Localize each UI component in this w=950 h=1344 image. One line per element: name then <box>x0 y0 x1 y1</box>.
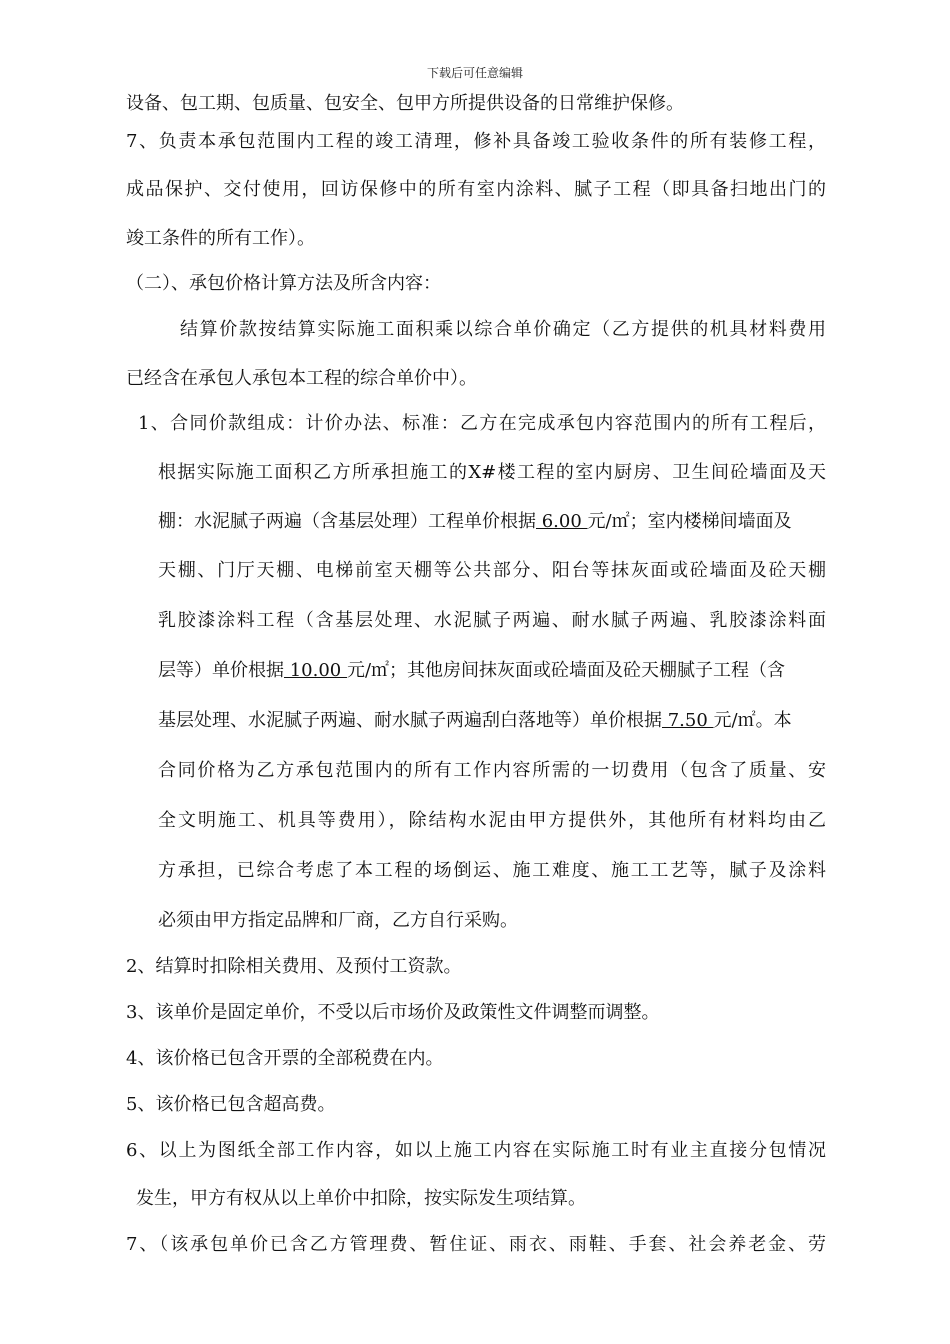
paragraph-line: 结算价款按结算实际施工面积乘以综合单价确定（乙方提供的机具材料费用 <box>180 319 826 340</box>
paragraph-line: 已经含在承包人承包本工程的综合单价中）。 <box>126 368 477 389</box>
paragraph-line: 发生，甲方有权从以上单价中扣除，按实际发生项结算。 <box>136 1188 586 1209</box>
paragraph-line: 7、负责本承包范围内工程的竣工清理，修补具备竣工验收条件的所有装修工程， <box>126 131 826 152</box>
paragraph-line: 天棚、门厅天棚、电梯前室天棚等公共部分、阳台等抹灰面或砼墙面及砼天棚 <box>158 560 826 581</box>
price-text: 层等）单价根据 <box>158 660 284 681</box>
list-item-7: 7、（该承包单价已含乙方管理费、暂住证、雨衣、雨鞋、手套、社会养老金、劳 <box>126 1234 826 1255</box>
paragraph-line: 方承担，已综合考虑了本工程的场倒运、施工难度、施工工艺等，腻子及涂料 <box>158 860 826 881</box>
price-text: 棚：水泥腻子两遍（含基层处理）工程单价根据 <box>158 511 536 532</box>
price-text: 元/㎡；其他房间抹灰面或砼墙面及砼天棚腻子工程（含 <box>346 660 786 681</box>
price-value-1: 6.00 <box>536 511 588 532</box>
paragraph-line: 乳胶漆涂料工程（含基层处理、水泥腻子两遍、耐水腻子两遍、乳胶漆涂料面 <box>158 610 826 631</box>
paragraph-line <box>158 510 792 534</box>
section-heading: （二）、承包价格计算方法及所含内容： <box>126 273 441 294</box>
paragraph-line: 竣工条件的所有工作）。 <box>126 228 315 249</box>
paragraph-line: 成品保护、交付使用，回访保修中的所有室内涂料、腻子工程（即具备扫地出门的 <box>126 179 826 200</box>
list-item-1: 1、合同价款组成：计价办法、标准：乙方在完成承包内容范围内的所有工程后， <box>138 413 826 434</box>
price-value-2: 10.00 <box>284 660 347 681</box>
price-text: 元/㎡。本 <box>713 710 792 731</box>
paragraph-line: 必须由甲方指定品牌和厂商，乙方自行采购。 <box>158 910 518 931</box>
price-value-3: 7.50 <box>662 710 714 731</box>
paragraph-line: 设备、包工期、包质量、包安全、包甲方所提供设备的日常维护保修。 <box>126 93 684 114</box>
list-item-5: 5、该价格已包含超高费。 <box>126 1094 336 1115</box>
paragraph-line: 合同价格为乙方承包范围内的所有工作内容所需的一切费用（包含了质量、安 <box>158 760 826 781</box>
list-item-2: 2、结算时扣除相关费用、及预付工资款。 <box>126 956 462 977</box>
paragraph-line <box>158 709 792 733</box>
price-text: 元/㎡；室内楼梯间墙面及 <box>587 511 792 532</box>
list-item-3: 3、该单价是固定单价，不受以后市场价及政策性文件调整而调整。 <box>126 1002 660 1023</box>
paragraph-line: 全文明施工、机具等费用），除结构水泥由甲方提供外，其他所有材料均由乙 <box>158 810 826 831</box>
paragraph-line <box>158 659 785 683</box>
paragraph-line: 根据实际施工面积乙方所承担施工的X#楼工程的室内厨房、卫生间砼墙面及天 <box>158 462 826 483</box>
price-text: 基层处理、水泥腻子两遍、耐水腻子两遍刮白落地等）单价根据 <box>158 710 662 731</box>
list-item-4: 4、该价格已包含开票的全部税费在内。 <box>126 1048 444 1069</box>
page-header: 下载后可任意编辑 <box>426 66 523 80</box>
list-item-6: 6、以上为图纸全部工作内容，如以上施工内容在实际施工时有业主直接分包情况 <box>126 1140 826 1161</box>
